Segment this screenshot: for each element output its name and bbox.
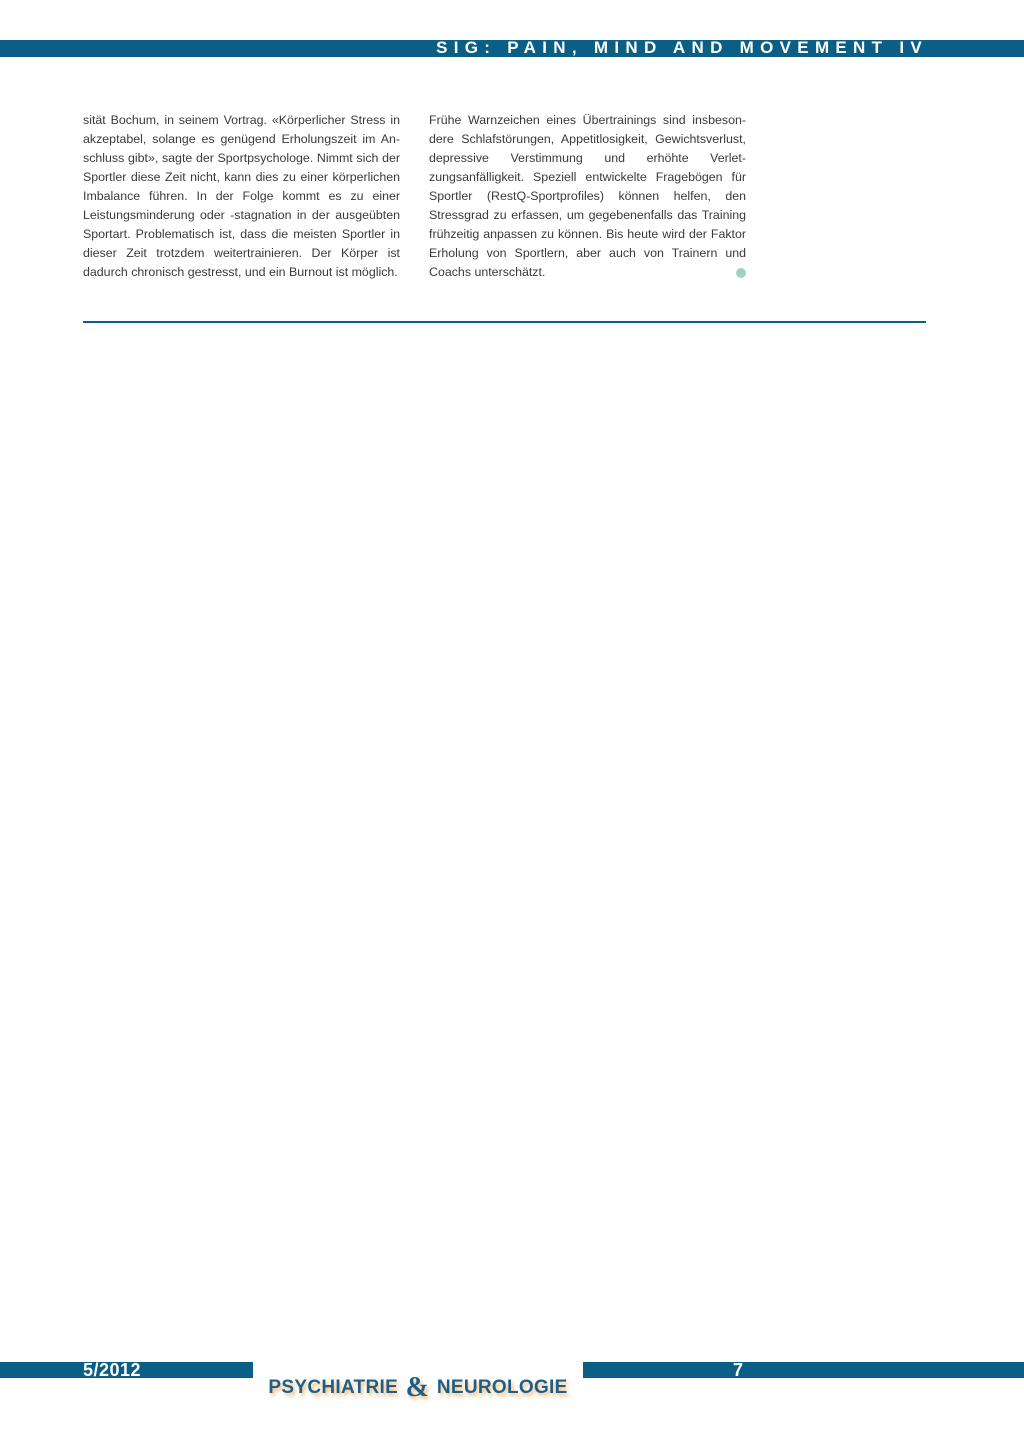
page-number: 7	[733, 1360, 744, 1380]
article-divider	[83, 321, 926, 323]
article-end-dot-icon	[736, 268, 746, 278]
article-column-right	[429, 111, 746, 282]
section-title: SIG: PAIN, MIND AND MOVEMENT IV	[436, 38, 928, 57]
journal-title-part1: PSYCHIATRIE	[268, 1377, 399, 1398]
article-column-left: sität Bochum, in seinem Vortrag. «Körperlicher Stress in akzeptabel, solange es genügend Erholungszeit im Anschluss gibt», sagte der Sportpsychologe. Nimmt sich der Sportler diese Zeit nicht, kann dies zu einer körperlichen Imbalance führen. In der Folge kommt es zu einer Leistungsminderung oder -stagnation in der ausgeübten Sportart. Problematisch ist, dass die meisten Sportler in dieser Zeit trotzdem weitertrainieren. Der Körper ist dadurch chronisch gestresst, und ein Burnout ist möglich.	[83, 113, 400, 279]
journal-logo	[253, 1362, 583, 1410]
journal-ampersand: &	[405, 1372, 430, 1403]
article-column-right-text: Frühe Warnzeichen eines Übertrainings sind insbesondere Schlafstörungen, Appetitlosigkeit, Gewichtsverlust, depressive Verstimmung und erhöhte Verletzungsanfälligkeit. Speziell entwickelte Fragebögen für Sportler (RestQ-Sportprofiles) können helfen, den Stressgrad zu erfassen, um gegebenenfalls das Training frühzeitig anpassen zu können. Bis heute wird der Faktor Erholung von Sportlern, aber auch von Trainern und Coachs unterschätzt.	[429, 113, 746, 279]
journal-title-part2: NEUROLOGIE	[436, 1377, 568, 1398]
issue-number: 5/2012	[83, 1360, 142, 1380]
journal-title	[253, 1372, 583, 1403]
